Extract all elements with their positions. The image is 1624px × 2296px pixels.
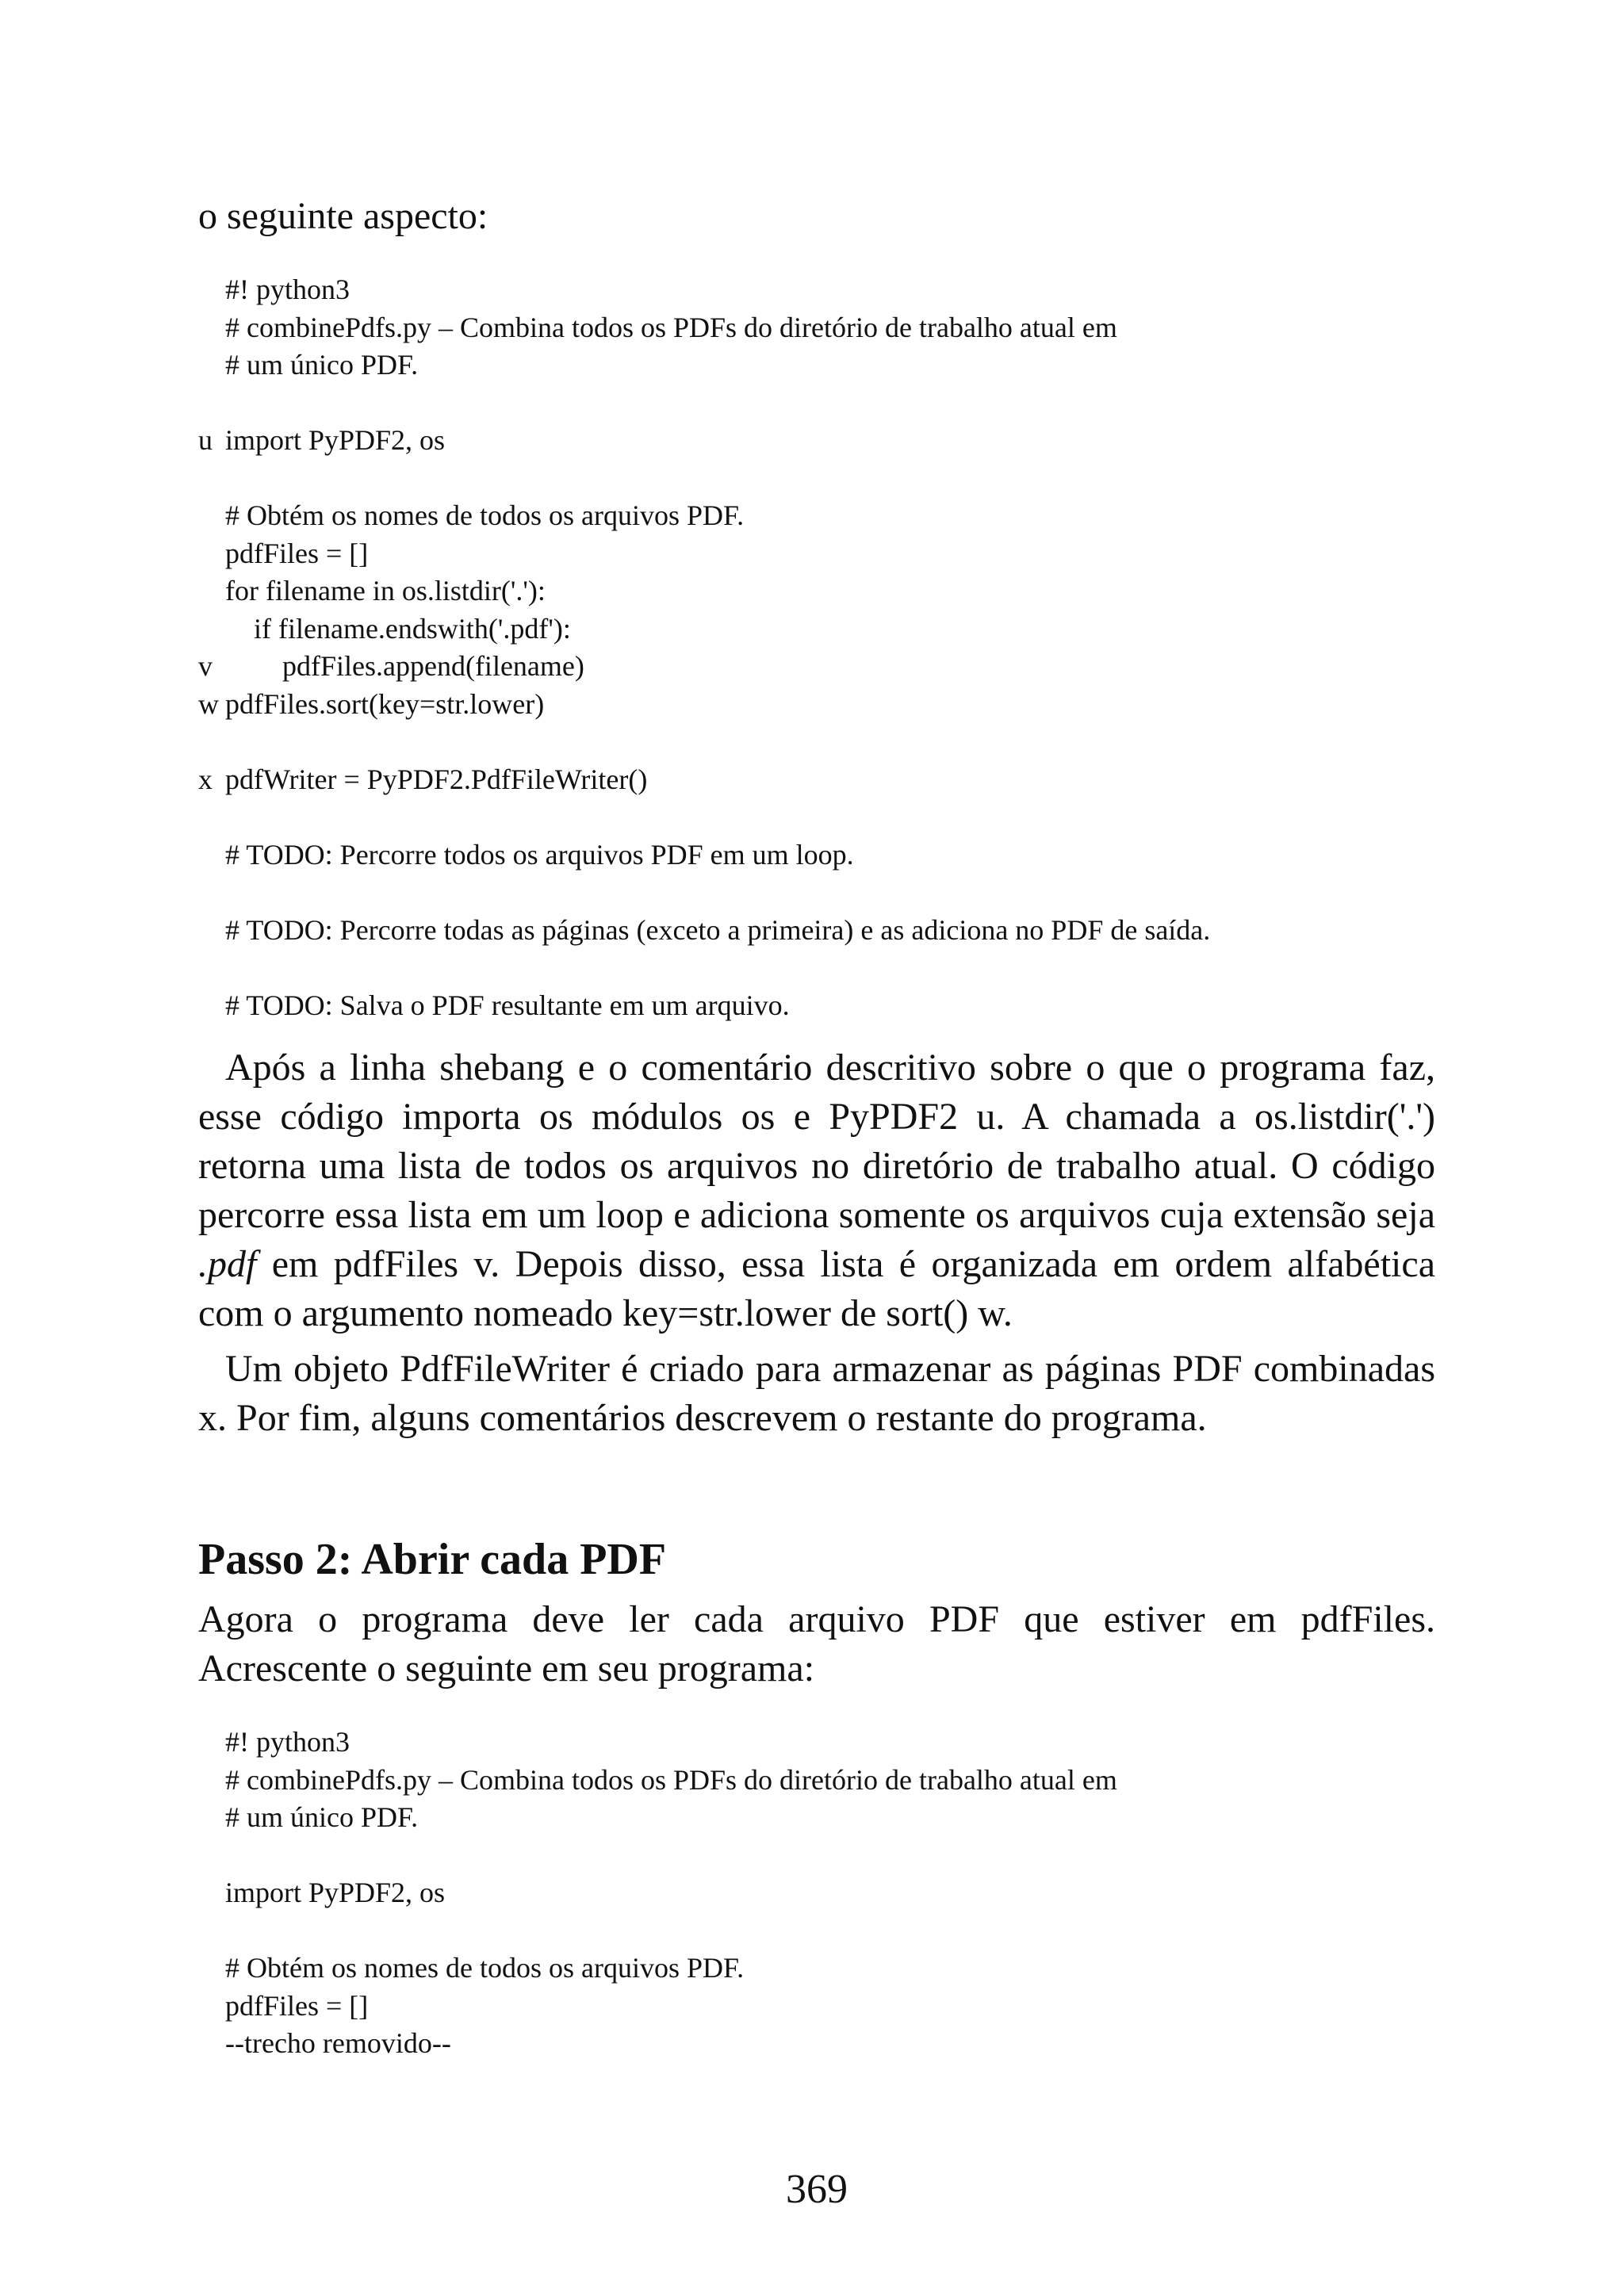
code-line [198, 648, 1435, 686]
code-line-text: import PyPDF2, os [225, 1877, 446, 1908]
page-number: 369 [786, 2167, 848, 2212]
code-line [198, 1912, 1435, 1950]
section-heading: Passo 2: Abrir cada PDF [198, 1535, 667, 1584]
code-line-text: # combinePdfs.py – Combina todos os PDFs do diretório de trabalho atual em [225, 311, 1117, 343]
code-line-text: # TODO: Salva o PDF resultante em um arquivo. [225, 989, 790, 1021]
code-line-text: # TODO: Percorre todas as páginas (exceto a primeira) e as adiciona no PDF de saída. [225, 913, 1211, 946]
paragraph-1-italic: .pdf [198, 1243, 257, 1285]
code-line [198, 723, 1435, 761]
code-line [198, 422, 1435, 460]
code-line [198, 1950, 1435, 1988]
code-line [198, 1762, 1435, 1800]
intro-text: o seguinte aspecto: [198, 195, 488, 237]
code-line [198, 1988, 1435, 2026]
paragraph-1 [198, 1043, 1435, 1338]
code-block-2 [198, 1724, 1435, 2063]
code-line [198, 271, 1435, 309]
code-line-marker: x [198, 763, 213, 795]
code-line-marker: w [198, 687, 219, 720]
code-line [198, 2025, 1435, 2063]
code-line [198, 535, 1435, 573]
code-line-text: for filename in os.listdir('.'): [225, 575, 546, 607]
book-page [198, 0, 1435, 2296]
code-line [198, 497, 1435, 535]
code-line-text: # combinePdfs.py – Combina todos os PDFs do diretório de trabalho atual em [225, 1763, 1117, 1796]
code-line [198, 761, 1435, 799]
code-line-text: #! python3 [225, 1726, 350, 1758]
code-line [198, 1724, 1435, 1762]
code-line [198, 874, 1435, 912]
code-line-marker: v [198, 650, 213, 682]
paragraph-2-text: Um objeto PdfFileWriter é criado para armazenar as páginas PDF combinadas x. Por fim, alguns comentários descrevem o restante do programa. [198, 1348, 1435, 1439]
code-line [198, 385, 1435, 423]
code-line [198, 686, 1435, 724]
code-line [198, 949, 1435, 987]
code-line [198, 309, 1435, 347]
code-line [198, 460, 1435, 498]
code-line-text: #! python3 [225, 274, 350, 305]
code-line [198, 1799, 1435, 1837]
code-line-text: pdfFiles = [] [225, 537, 369, 569]
code-line-text: # Obtém os nomes de todos os arquivos PDF. [225, 499, 745, 531]
paragraph-1-text-b: em pdfFiles v. Depois disso, essa lista é organizada em ordem alfabética com o argumento nomeado key=str.lower de sort() w. [198, 1243, 1435, 1334]
code-line-text: pdfFiles = [] [225, 1989, 369, 2022]
code-line [198, 572, 1435, 610]
code-line [198, 912, 1435, 950]
code-line-text: pdfFiles.append(filename) [225, 650, 584, 682]
code-line [198, 610, 1435, 649]
code-line-text: # um único PDF. [225, 349, 419, 381]
code-block-1 [198, 271, 1435, 1024]
code-line-text: # TODO: Percorre todos os arquivos PDF em um loop. [225, 838, 854, 871]
code-line [198, 798, 1435, 836]
code-line-text: # Obtém os nomes de todos os arquivos PDF. [225, 1952, 745, 1984]
paragraph-3: Agora o programa deve ler cada arquivo PDF que estiver em pdfFiles. Acrescente o seguinte em seu programa: [198, 1598, 1435, 1689]
code-line-text: # um único PDF. [225, 1801, 419, 1833]
paragraph-1-text-a: Após a linha shebang e o comentário descritivo sobre o que o programa faz, esse código importa os módulos os e PyPDF2 u. A chamada a os.listdir('.') retorna uma lista de todos os arquivos no diretório de trabalho atual. O código percorre essa lista em um loop e adiciona somente os arquivos cuja extensão seja [198, 1047, 1435, 1236]
code-line [198, 346, 1435, 385]
code-line-text: pdfFiles.sort(key=str.lower) [225, 687, 545, 720]
code-line-text: import PyPDF2, os [225, 424, 446, 456]
code-line [198, 987, 1435, 1025]
code-line [198, 836, 1435, 874]
paragraph-2 [198, 1345, 1435, 1443]
code-line [198, 1837, 1435, 1875]
code-line-text: if filename.endswith('.pdf'): [225, 612, 571, 645]
code-line-text: --trecho removido-- [225, 2027, 451, 2059]
code-line [198, 1874, 1435, 1912]
code-line-marker: u [198, 424, 213, 456]
code-line-text: pdfWriter = PyPDF2.PdfFileWriter() [225, 763, 648, 795]
